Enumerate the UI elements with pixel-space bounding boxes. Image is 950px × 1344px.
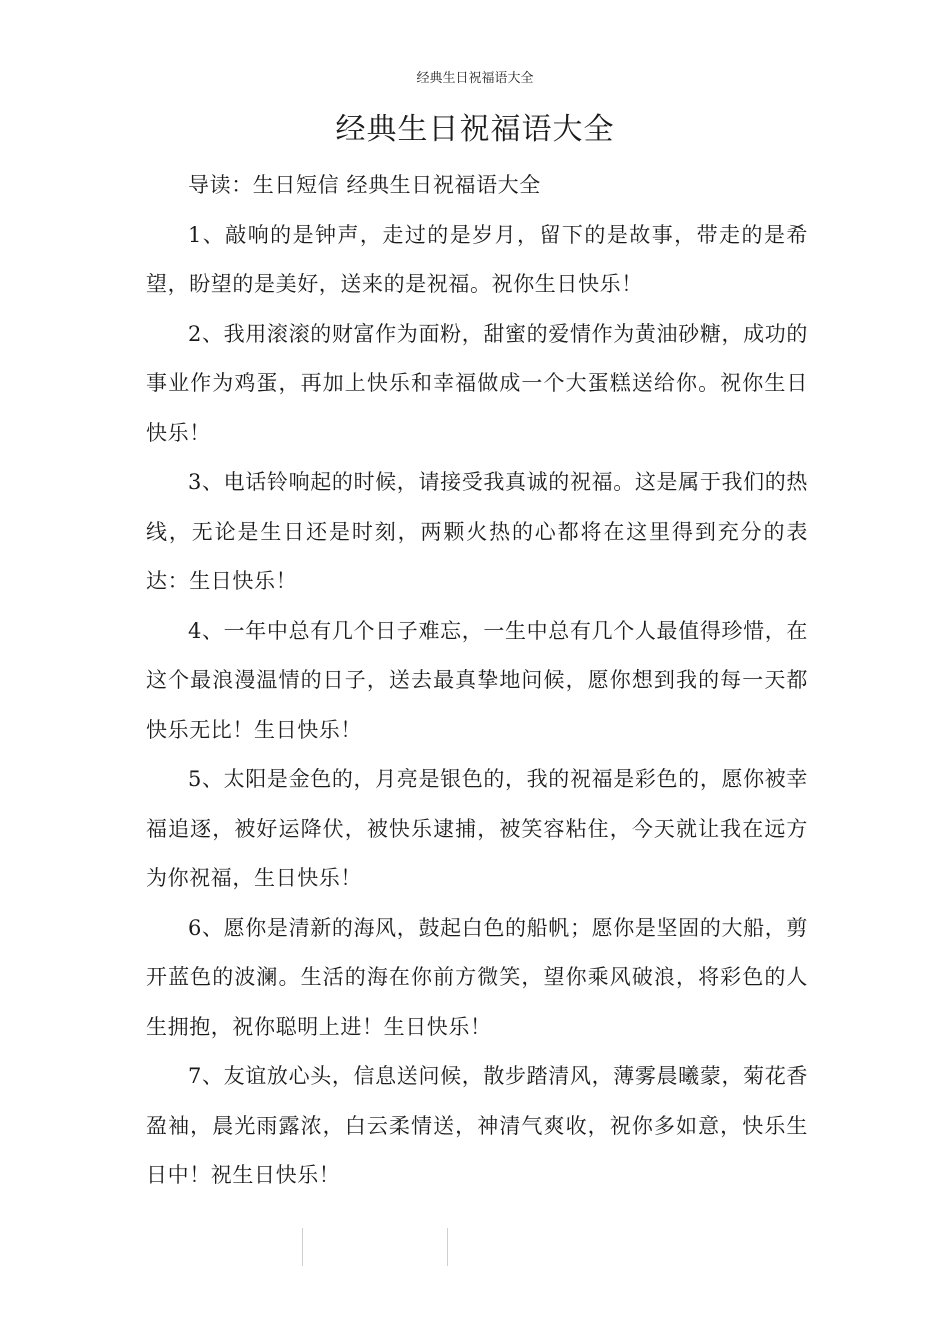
document-title: 经典生日祝福语大全	[335, 112, 615, 147]
blessing-paragraph-1: 1、敲响的是钟声，走过的是岁月，留下的是故事，带走的是希望，盼望的是美好，送来的是祝福。祝你生日快乐！	[146, 222, 808, 296]
document-body	[146, 161, 808, 1201]
blessing-paragraph-3: 3、电话铃响起的时候，请接受我真诚的祝福。这是属于我们的热线，无论是生日还是时刻，两颗火热的心都将在这里得到充分的表达：生日快乐！	[146, 470, 808, 593]
blessing-paragraph-4: 4、一年中总有几个日子难忘，一生中总有几个人最值得珍惜，在这个最浪漫温情的日子，送去最真挚地问候，愿你想到我的每一天都快乐无比！生日快乐！	[146, 618, 808, 742]
blessing-paragraph-6: 6、愿你是清新的海风，鼓起白色的船帆；愿你是坚固的大船，剪开蓝色的波澜。生活的海在你前方微笑，望你乘风破浪，将彩色的人生拥抱，祝你聪明上进！生日快乐！	[146, 915, 808, 1039]
blessing-paragraph-5: 5、太阳是金色的，月亮是银色的，我的祝福是彩色的，愿你被幸福追逐，被好运降伏，被快乐逮捕，被笑容粘住，今天就让我在远方为你祝福，生日快乐！	[146, 767, 808, 890]
blessing-paragraph-7: 7、友谊放心头，信息送问候，散步踏清风，薄雾晨曦蒙，菊花香盈袖，晨光雨露浓，白云柔情送，神清气爽收，祝你多如意，快乐生日中！祝生日快乐！	[146, 1064, 808, 1187]
footer-divider-left	[302, 1228, 303, 1266]
running-header: 经典生日祝福语大全	[416, 71, 534, 86]
blessing-paragraph-2: 2、我用滚滚的财富作为面粉，甜蜜的爱情作为黄油砂糖，成功的事业作为鸡蛋，再加上快乐和幸福做成一个大蛋糕送给你。祝你生日快乐！	[146, 321, 808, 445]
intro-paragraph: 导读：生日短信 经典生日祝福语大全	[188, 173, 541, 197]
footer-divider-right	[447, 1228, 448, 1266]
